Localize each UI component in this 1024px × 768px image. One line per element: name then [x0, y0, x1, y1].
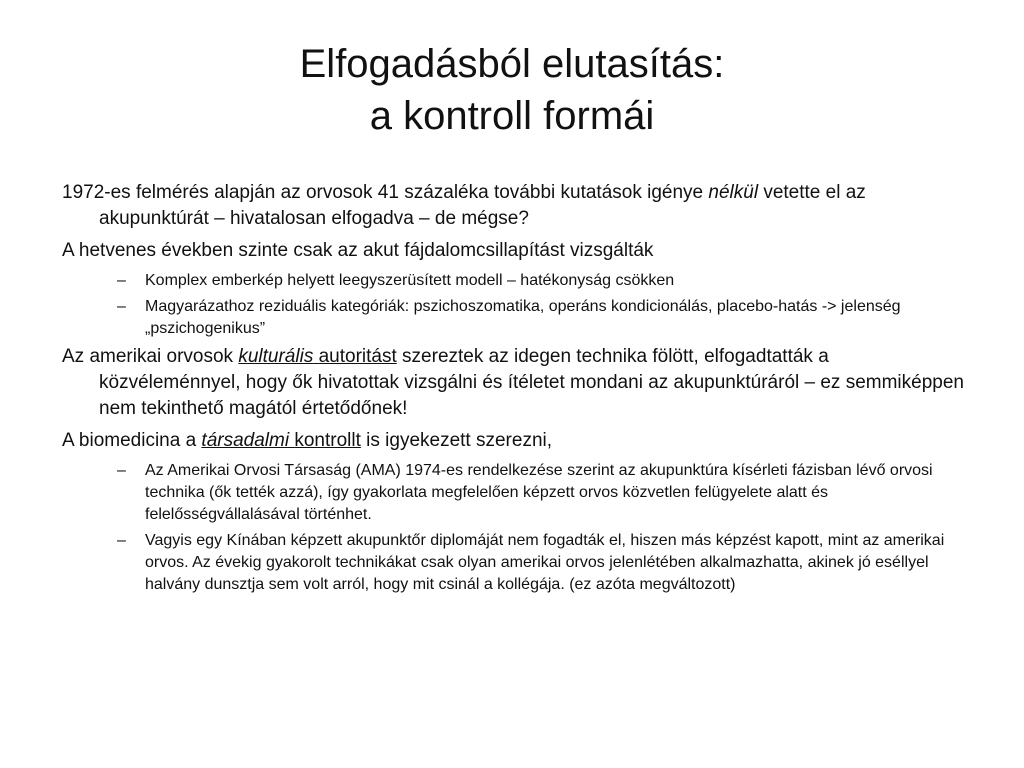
bullet-text: is igyekezett szerezni, [360, 430, 553, 451]
underlined-autoritast: autoritást [318, 346, 397, 367]
emphasis-kulturalis: kulturális [238, 346, 314, 367]
subbullet-residual-categories [62, 296, 967, 340]
emphasis-tarsadalmi: társadalmi [201, 430, 290, 451]
dash-marker: – [117, 272, 126, 289]
bullet-text: vetette el az akupunktúrát – hivatalosan elfogadva – de mégse? [99, 182, 866, 229]
bullet-1972-survey [62, 180, 967, 232]
bullet-cultural-authority [62, 344, 967, 422]
bullet-text: 1972-es felmérés alapján az orvosok 41 százaléka további kutatások igénye [62, 182, 709, 203]
bullet-social-control [62, 428, 967, 454]
bullet-text: szereztek az idegen technika fölött, elfogadtatták a közvéleménnyel, hogy ők hivatottak vizsgálni és ítéletet mondani az akupunktúráról – ez semmiképpen nem tekinthető magától értetődőnek! [99, 346, 964, 419]
dash-marker: – [117, 298, 126, 315]
title-line-1: Elfogadásból elutasítás: [299, 42, 725, 86]
subbullet-chinese-diploma [62, 530, 967, 596]
dash-marker: – [117, 532, 126, 549]
subbullet-text: Magyarázathoz reziduális kategóriák: pszichoszomatika, operáns kondicionálás, placebo-hatás -> jelenség „pszichogenikus” [145, 298, 901, 337]
dash-marker: – [117, 462, 126, 479]
subbullet-complex-view [62, 270, 967, 292]
slide-title [60, 38, 964, 142]
title-line-2: a kontroll formái [369, 94, 655, 138]
emphasis-nelkul: nélkül [708, 182, 759, 203]
bullet-text: Az amerikai orvosok [62, 346, 239, 367]
bullet-seventies: A hetvenes években szinte csak az akut fájdalomcsillapítást vizsgálták [62, 240, 654, 261]
subbullet-ama-1974 [62, 460, 967, 526]
bullet-text: A biomedicina a [62, 430, 202, 451]
subbullet-text: Vagyis egy Kínában képzett akupunktőr diplomáját nem fogadták el, hiszen más képzést kapott, mint az amerikai orvos. Az évekig gyakorolt technikákat csak olyan amerikai orvos jelenlétében alkalmazhatta, akinek jó eséllyel halvány dunsztja sem volt arról, hogy mit csinál a kollégája. (ez azóta megváltozott) [145, 532, 945, 593]
underlined-kontrollt: kontrollt [294, 430, 361, 451]
slide-body [62, 180, 967, 600]
subbullet-text: Az Amerikai Orvosi Társaság (AMA) 1974-es rendelkezése szerint az akupunktúra kísérleti fázisban lévő orvosi technika (ők tették azzá), így gyakorlata megfelelően képzett orvos közvetlen felügyelete alatt és felelősségvállalásával történhet. [145, 462, 933, 523]
subbullet-text: Komplex emberkép helyett leegyszerüsített modell – hatékonyság csökken [145, 272, 675, 289]
